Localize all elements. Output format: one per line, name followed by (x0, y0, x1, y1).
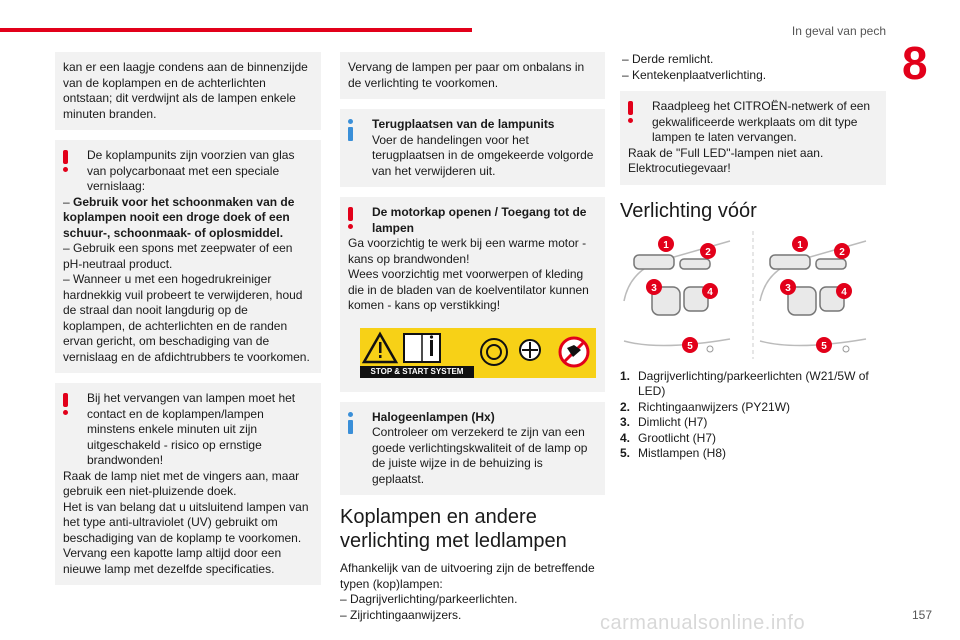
replacing-p2: Raak de lamp niet met de vingers aan, maar gebruik een niet-pluizende doek. (63, 468, 300, 498)
condensation-text: kan er een laagje condens aan de binnenzijde van de koplampen en de achterlichten ontstaan; dit verdwijnt als de lampen enkele minuten branden. (63, 60, 308, 121)
marker-4: 4 (707, 286, 713, 298)
list-item: 3. Dimlicht (H7) (620, 415, 708, 429)
column-1 (55, 52, 321, 595)
marker-2: 2 (705, 246, 711, 258)
info-box-halogen (340, 402, 605, 496)
headlamp-illustration (620, 231, 886, 359)
replacing-p1: Bij het vervangen van lampen moet het contact en de koplampen/lampen minstens enkele minuten uit zijn uitgeschakeld - risico op ernstige brandwonden! (87, 391, 296, 467)
note-box-condensation (55, 52, 321, 130)
note-box-pairs (340, 52, 605, 99)
list-item: 4. Grootlicht (H7) (620, 430, 717, 445)
page-number: 157 (911, 608, 932, 622)
info-box-refit (340, 109, 605, 187)
front-lights-list (620, 369, 886, 462)
pairs-text: Vervang de lampen per paar om onbalans in de verlichting te voorkomen. (348, 60, 585, 90)
warning-item-1: – Gebruik voor het schoonmaken van de koplampen nooit een droge doek of een schuur-, schoonmaak- of oplosmiddel. (63, 194, 295, 240)
header-accent-bar (0, 28, 472, 32)
marker-3: 3 (651, 282, 657, 294)
bonnet-title: De motorkap openen / Toegang tot de lampen (372, 205, 587, 235)
refit-title: Terugplaatsen van de lampunits (372, 117, 555, 131)
led-item-3: – Derde remlicht. (622, 52, 714, 66)
chapter-number: 8 (902, 37, 928, 89)
stop-start-label: STOP & START SYSTEM (360, 366, 474, 378)
marker-4: 4 (841, 286, 847, 298)
warning-item-3: – Wanneer u met een hogedrukreiniger hardnekkig vuil probeert te verwijderen, houd de straal dan nooit langdurig op de koplampen, de achterlichten en de randen ervan gericht, om beschadiging van de vernislaag en de afdichtrubbers te voorkomen. (63, 272, 310, 364)
warning-box-polycarbonate (55, 140, 321, 373)
list-item: 5. Mistlampen (H8) (620, 446, 727, 460)
led-item-1: – Dagrijverlichting/parkeerlichten. (340, 592, 518, 606)
led-item-2: – Zijrichtingaanwijzers. (340, 607, 462, 622)
marker-3: 3 (785, 282, 791, 294)
replacing-p4: Vervang een kapotte lamp altijd door een nieuwe lamp met dezelfde specificaties. (63, 546, 282, 576)
stop-start-warning-image (348, 322, 597, 378)
marker-5: 5 (821, 340, 827, 352)
led-intro: Afhankelijk van de uitvoering zijn de betreffende typen (kop)lampen: (340, 561, 595, 591)
column-2 (340, 52, 605, 623)
warning-icon (348, 207, 354, 229)
warning-box-bonnet (340, 197, 605, 392)
led-item-4: – Kentekenplaatverlichting. (622, 67, 767, 82)
full-led-p3: Elektrocutiegevaar! (628, 161, 731, 175)
front-lights-diagram (620, 231, 886, 359)
list-item: 2. Richtingaanwijzers (PY21W) (620, 399, 791, 414)
marker-5: 5 (687, 340, 693, 352)
warning-icon (63, 150, 69, 172)
led-heading: Koplampen en andere verlichting met ledlampen (340, 506, 567, 552)
full-led-p1: Raadpleeg het CITROËN-netwerk of een gekwalificeerde werkplaats om dit type lampen te laten vervangen. (652, 99, 871, 144)
replacing-p3: Het is van belang dat u uitsluitend lampen van het type anti-ultraviolet (UV) gebruikt om beschadiging van de koplamp te voorkomen. (63, 499, 309, 545)
watermark: carmanualsonline.info (600, 612, 806, 634)
marker-1: 1 (663, 239, 669, 251)
warning-box-replacing (55, 383, 321, 585)
front-lights-heading: Verlichting vóór (620, 199, 757, 222)
warning-box-full-led (620, 91, 886, 185)
warning-icon (63, 393, 69, 415)
full-led-p2: Raak de "Full LED"-lampen niet aan. (628, 145, 824, 160)
info-icon (348, 119, 354, 141)
info-icon (348, 412, 354, 434)
refit-text: Voer de handelingen voor het terugplaatsen in de omgekeerde volgorde van het verwijderen uit. (372, 132, 594, 178)
warning-item-2: – Gebruik een spons met zeepwater of een pH-neutraal product. (63, 241, 293, 271)
marker-2: 2 (839, 246, 845, 258)
marker-1: 1 (797, 239, 803, 251)
bonnet-p1: Ga voorzichtig te werk bij een warme motor - kans op brandwonden! (348, 236, 587, 266)
section-title: In geval van pech (791, 24, 886, 38)
column-3 (620, 52, 886, 462)
stop-start-panel (360, 328, 596, 378)
halogen-title: Halogeenlampen (Hx) (372, 409, 495, 424)
bonnet-p2: Wees voorzichtig met voorwerpen of kleding die in de bladen van de koelventilator kunnen komen - kans op verstikking! (348, 267, 589, 312)
halogen-text: Controleer om verzekerd te zijn van een goede verlichtingskwaliteit of de lamp op de juiste wijze in de behuizing is geplaatst. (372, 425, 588, 486)
list-item: 1. Dagrijverlichting/parkeerlichten (W21/5W of LED) (620, 368, 869, 398)
warning-intro: De koplampunits zijn voorzien van glas van polycarbonaat met een speciale vernislaag: (87, 148, 295, 193)
warning-icon (628, 101, 634, 123)
